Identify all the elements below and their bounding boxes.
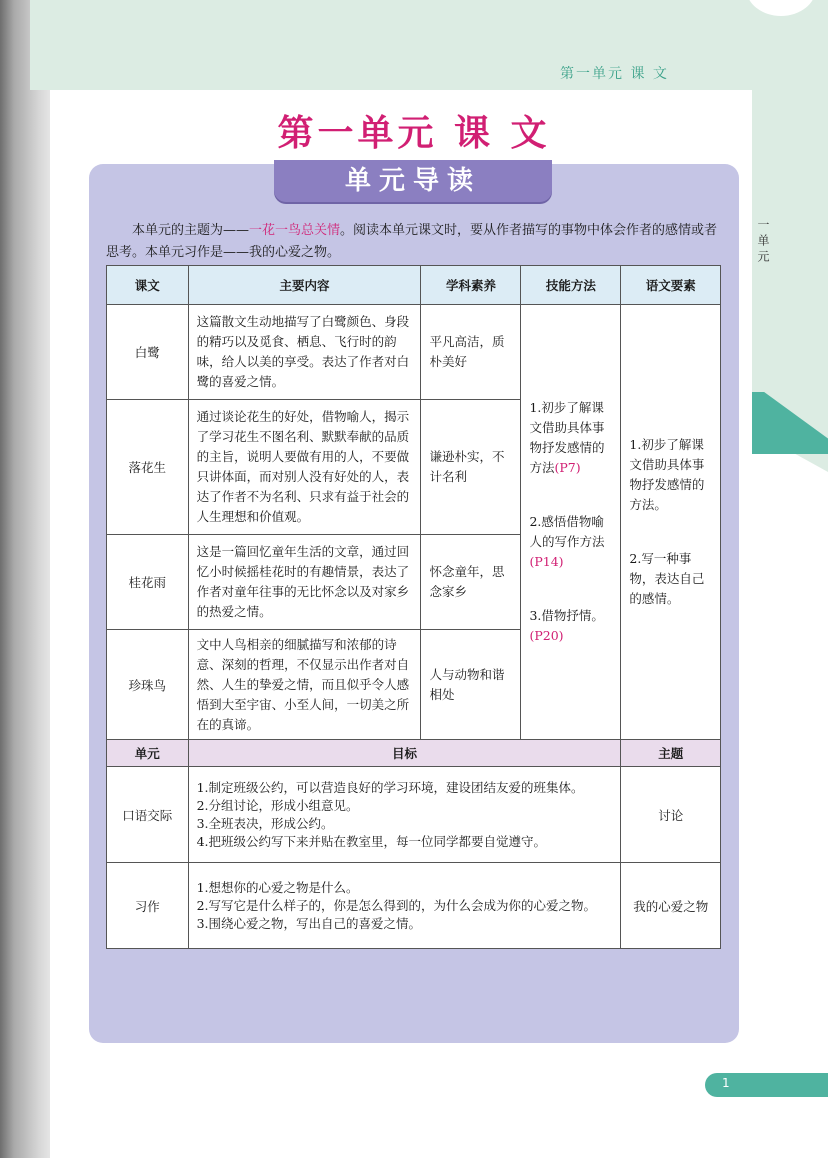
- element-item: 1.初步了解课文借助具体事物抒发感情的方法。: [629, 437, 705, 512]
- margin-wedge: [752, 430, 828, 1158]
- lesson-name: 落花生: [107, 400, 189, 535]
- goal-item: 1.想想你的心爱之物是什么。: [196, 879, 359, 895]
- unit-goals: [188, 767, 621, 863]
- page-title: 第一单元 课 文: [277, 113, 551, 154]
- lesson-literacy: 平凡高洁，质朴美好: [421, 305, 521, 400]
- goal-item: 2.写写它是什么样子的，你是怎么得到的，为什么会成为你的心爱之物。: [196, 897, 597, 913]
- unit-goals: [188, 863, 621, 949]
- lesson-literacy: 怀念童年，思念家乡: [421, 535, 521, 630]
- lesson-name: 桂花雨: [107, 535, 189, 630]
- lesson-content: 通过谈论花生的好处，借物喻人，揭示了学习花生不图名利、默默奉献的品质的主旨，说明人要做有用的人，不要做只讲体面，而对别人没有好处的人，表达了作者不为名利、只求有益于社会的人生理想和价值观。: [188, 400, 421, 535]
- unit-topic: 我的心爱之物: [621, 863, 721, 949]
- goal-item: 2.分组讨论，形成小组意见。: [196, 797, 359, 813]
- lesson-literacy: 人与动物和谐相处: [421, 630, 521, 740]
- header-band: [30, 0, 828, 90]
- side-unit-label: 一单元: [756, 218, 770, 266]
- unit-name: 习作: [107, 863, 189, 949]
- header-topic: 主题: [621, 740, 721, 767]
- header-elements: 语文要素: [621, 266, 721, 305]
- element-item: 2.写一种事物，表达自己的感情。: [629, 551, 705, 606]
- header-lesson: 课文: [107, 266, 189, 305]
- goal-item: 4.把班级公约写下来并贴在教室里，每一位同学都要自觉遵守。: [196, 833, 547, 849]
- lesson-name: 珍珠鸟: [107, 630, 189, 740]
- header-literacy: 学科素养: [421, 266, 521, 305]
- header-unit: 单元: [107, 740, 189, 767]
- header-content: 主要内容: [188, 266, 421, 305]
- running-head: 第一单元 课 文: [560, 66, 669, 82]
- lesson-literacy: 谦逊朴实，不计名利: [421, 400, 521, 535]
- goal-item: 1.制定班级公约，可以营造良好的学习环境，建设团结友爱的班集体。: [196, 779, 584, 795]
- header-skills: 技能方法: [521, 266, 621, 305]
- skill-item: 3.借物抒情。(P20): [529, 608, 604, 643]
- goal-item: 3.围绕心爱之物，写出自己的喜爱之情。: [196, 915, 422, 931]
- unit-topic: 讨论: [621, 767, 721, 863]
- intro-paragraph: [106, 220, 721, 264]
- section-tab: 单元导读: [274, 160, 552, 202]
- skill-item: 1.初步了解课文借助具体事物抒发感情的方法(P7): [529, 400, 605, 475]
- page-number: 1: [722, 1076, 730, 1090]
- lesson-content: 这是一篇回忆童年生活的文章，通过回忆小时候摇桂花时的有趣情景，表达了作者对童年往事的无比怀念以及对家乡的热爱之情。: [188, 535, 421, 630]
- skill-item: 2.感悟借物喻人的写作方法(P14): [529, 514, 605, 569]
- intro-theme: 一花一鸟总关情: [249, 223, 341, 238]
- goal-item: 3.全班表决，形成公约。: [196, 815, 334, 831]
- intro-text-rest: 。阅读本单元课文时，要从作者描写的事物中体会作者的感情或者思考。本单元习作是——我的心爱之物。: [106, 223, 718, 260]
- intro-text: 本单元的主题为——: [132, 223, 250, 238]
- skills-cell: [521, 305, 621, 740]
- lesson-content: 文中人鸟相亲的细腻描写和浓郁的诗意、深刻的哲理，不仅显示出作者对自然、人生的挚爱之情，而且似乎令人感悟到大至宇宙、小至人间，一切美之所在的真谛。: [188, 630, 421, 740]
- unit-name: 口语交际: [107, 767, 189, 863]
- lesson-name: 白鹭: [107, 305, 189, 400]
- lesson-content: 这篇散文生动地描写了白鹭颜色、身段的精巧以及觅食、栖息、飞行时的韵味，给人以美的享受。表达了作者对白鹭的喜爱之情。: [188, 305, 421, 400]
- elements-cell: [621, 305, 721, 740]
- header-goal: 目标: [188, 740, 621, 767]
- unit-guide-table: [106, 265, 721, 949]
